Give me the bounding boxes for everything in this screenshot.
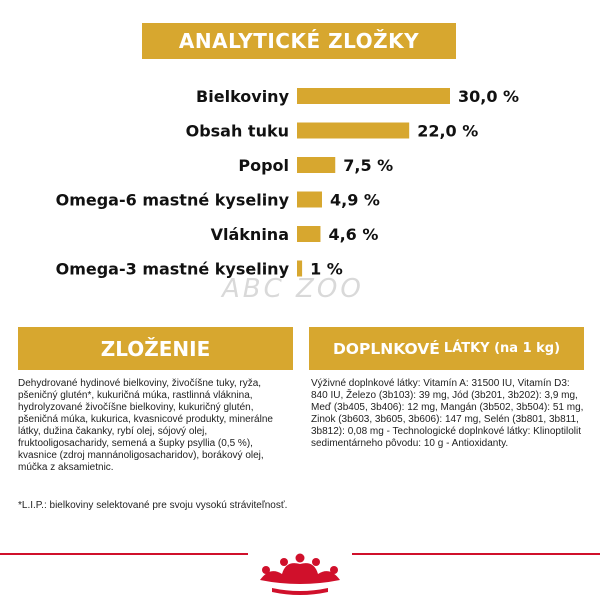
analytical-components-banner [142,23,456,59]
category-label: Vláknina [210,225,289,244]
supplements-title-suffix: LÁTKY (na 1 kg) [443,341,561,356]
value-label: 7,5 % [343,156,394,175]
analytical-components-title: ANALYTICKÉ ZLOŽKY [178,29,420,53]
category-label: Obsah tuku [185,121,289,141]
lip-footnote: *L.I.P.: bielkoviny selektované pre svoju vysokú stráviteľnosť. [18,500,288,511]
value-label: 22,0 % [417,121,479,141]
composition-title: ZLOŽENIE [100,336,211,361]
composition-banner [18,327,293,370]
supplements-banner [309,327,584,370]
analytical-components-chart [0,75,600,295]
value-label: 1 % [310,259,343,279]
supplements-text: Výživné doplnkové látky: Vitamín A: 31500 IU, Vitamín D3: 840 IU, Železo (3b103): 39 mg, Jód (3b201, 3b202): 3,9 mg, Meď (3b405, 3b406): 12 mg, Mangán (3b502, 3b504): 51 mg, Zinok (3b603, 3b605, 3b606): 147 mg, Selén (3b801, 3b811, 3b812): 0,08 mg - Technologické doplnkové látky: Klinoptilolit sedimentárneho pôvodu: 10 g - Antioxidanty. [311,378,584,449]
value-label: 4,6 % [328,225,379,244]
bar [297,226,320,242]
bar [297,88,450,104]
watermark-text: ABC ZOO [222,274,364,304]
category-label: Omega-3 mastné kyseliny [55,259,289,279]
category-label: Bielkoviny [196,87,289,106]
crown-logo-icon [260,554,340,596]
composition-text: Dehydrované hydinové bielkoviny, živočíšne tuky, ryža, pšeničný glutén*, kukuričná múka, rastlinná vláknina, hydrolyzované živočíšne bielkoviny, kukuričný glutén, pšeničná múka, kukurica, kvasnicové produkty, minerálne látky, dužina čakanky, rybí olej, sójový olej, fruktooligosacharidy, semená a šupky psyllia (0,5 %), kvasnice (zdroj mannánoligosacharidov), borákový olej, múčka z aksamietnic. [18,378,273,473]
category-label: Omega-6 mastné kyseliny [55,190,289,210]
value-label: 30,0 % [458,87,520,106]
footer [0,540,600,600]
bar [297,157,335,173]
value-label: 4,9 % [329,190,380,210]
category-label: Popol [238,156,289,175]
bar [297,123,409,139]
supplements-title-main: DOPLNKOVÉ [332,339,440,358]
bar [297,192,322,208]
